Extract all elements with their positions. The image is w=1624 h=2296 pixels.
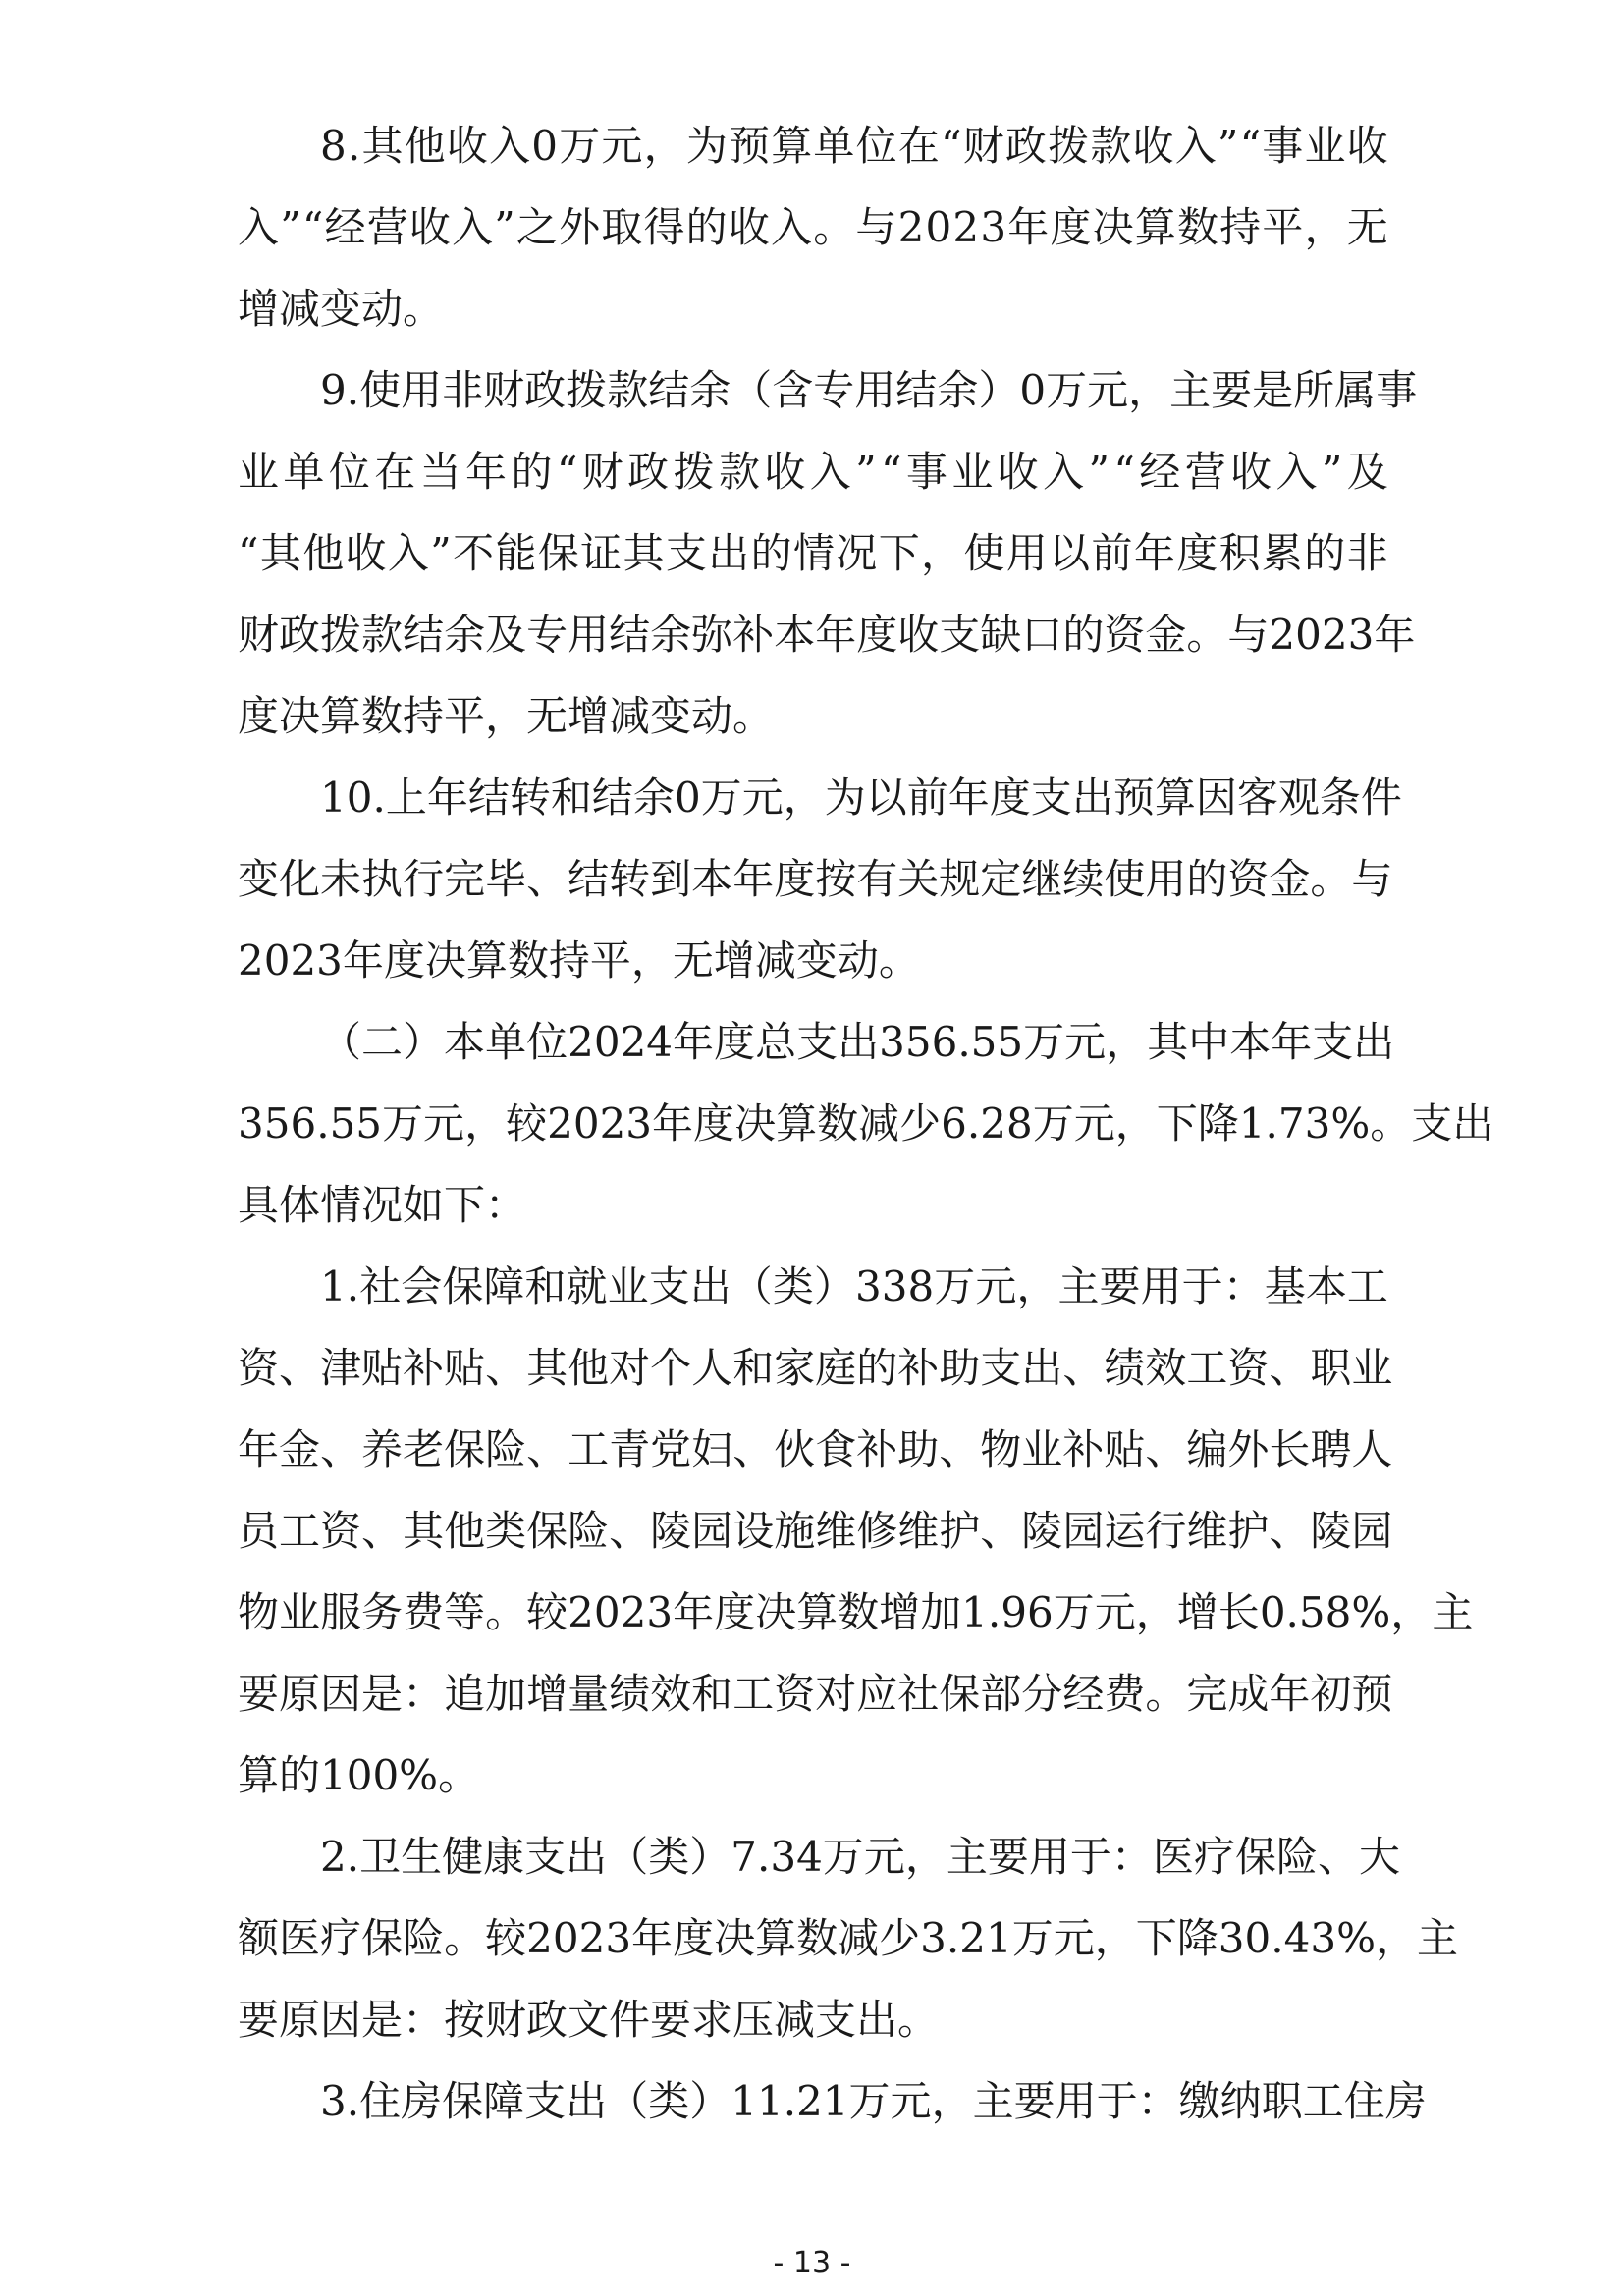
page-number: - 13 - xyxy=(773,2246,851,2280)
text-line: 资 、 津 贴 补 贴 、 其 他 对 个 人 和 家 庭 的 补 助 支 出 、 绩 效 工 资 、 职 业 xyxy=(238,1344,1393,1392)
text-line: 入 ” “ 经 营 收 入 ” 之 外 取 得 的 收 入 。 与 2 0 2 3 年 度 决 算 数 持 平 ， 无 xyxy=(238,203,1388,251)
text-line: 财 政 拨 款 结 余 及 专 用 结 余 弥 补 本 年 度 收 支 缺 口 的 资 金 。 与 2 0 2 3 年 xyxy=(238,611,1416,659)
text-line: 年 金 、 养 老 保 险 、 工 青 党 妇 、 伙 食 补 助 、 物 业 补 贴 、 编 外 长 聘 人 xyxy=(238,1425,1393,1473)
text-line: 额 医 疗 保 险 。 较 2 0 2 3 年 度 决 算 数 减 少 3 . 2 1 万 元 ， 下 降 3 0 . 4 3 % ， 主 xyxy=(238,1914,1459,1962)
text-line: 变 化 未 执 行 完 毕 、 结 转 到 本 年 度 按 有 关 规 定 继 续 使 用 的 资 金 。 与 xyxy=(238,855,1393,903)
text-line: 员 工 资 、 其 他 类 保 险 、 陵 园 设 施 维 修 维 护 、 陵 园 运 行 维 护 、 陵 园 xyxy=(238,1507,1393,1555)
text-line: 2023年度决算数持平，无增减变动。 xyxy=(238,936,920,985)
document-body xyxy=(238,105,1494,2142)
paragraph-expense-2 xyxy=(238,1816,1459,2060)
text-line: （ 二 ） 本 单 位 2 0 2 4 年 度 总 支 出 3 5 6 . 5 5 万 元 ， 其 中 本 年 支 出 xyxy=(320,1018,1395,1066)
text-line: 1 0 . 上 年 结 转 和 结 余 0 万 元 ， 为 以 前 年 度 支 出 预 算 因 客 观 条 件 xyxy=(320,774,1402,822)
text-line: 度决算数持平，无增减变动。 xyxy=(238,692,775,740)
text-line: 3 5 6 . 5 5 万 元 ， 较 2 0 2 3 年 度 决 算 数 减 少 6 . 2 8 万 元 ， 下 降 1 . 7 3 % 。 支 出 xyxy=(238,1099,1494,1148)
text-line: 1 . 社 会 保 障 和 就 业 支 出 （ 类 ） 3 3 8 万 元 ， 主 要 用 于 ： 基 本 工 xyxy=(320,1262,1388,1310)
text-line: 9 . 使 用 非 财 政 拨 款 结 余 （ 含 专 用 结 余 ） 0 万 元 ， 主 要 是 所 属 事 xyxy=(320,366,1418,414)
text-line: 要 原 因 是 ： 追 加 增 量 绩 效 和 工 资 对 应 社 保 部 分 经 费 。 完 成 年 初 预 xyxy=(238,1670,1393,1718)
text-line: 8 . 其 他 收 入 0 万 元 ， 为 预 算 单 位 在 “ 财 政 拨 款 收 入 ” “ 事 业 收 xyxy=(320,122,1388,170)
text-line: 要原因是：按财政文件要求压减支出。 xyxy=(238,1996,940,2044)
text-line: 2 . 卫 生 健 康 支 出 （ 类 ） 7 . 3 4 万 元 ， 主 要 用 于 ： 医 疗 保 险 、 大 xyxy=(320,1833,1401,1881)
text-line: 3 . 住 房 保 障 支 出 （ 类 ） 1 1 . 2 1 万 元 ， 主 要 用 于 ： 缴 纳 职 工 住 房 xyxy=(320,2077,1427,2125)
text-line: 具体情况如下： xyxy=(238,1181,527,1229)
text-line: 算的100%。 xyxy=(238,1751,480,1799)
text-line: 物 业 服 务 费 等 。 较 2 0 2 3 年 度 决 算 数 增 加 1 . 9 6 万 元 ， 增 长 0 . 5 8 % ， 主 xyxy=(238,1588,1474,1636)
paragraph-expense-summary xyxy=(238,1001,1494,1246)
paragraph-income-10 xyxy=(238,757,1402,1001)
paragraph-income-9 xyxy=(238,349,1418,757)
paragraph-expense-1 xyxy=(238,1246,1474,1816)
text-line: 业 单 位 在 当 年 的 “ 财 政 拨 款 收 入 ” “ 事 业 收 入 ” “ 经 营 收 入 ” 及 xyxy=(238,448,1388,496)
paragraph-expense-3 xyxy=(238,2060,1427,2142)
text-line: 增减变动。 xyxy=(238,285,445,333)
paragraph-income-8 xyxy=(238,105,1388,349)
text-line: “ 其 他 收 入 ” 不 能 保 证 其 支 出 的 情 况 下 ， 使 用 以 前 年 度 积 累 的 非 xyxy=(238,529,1388,577)
